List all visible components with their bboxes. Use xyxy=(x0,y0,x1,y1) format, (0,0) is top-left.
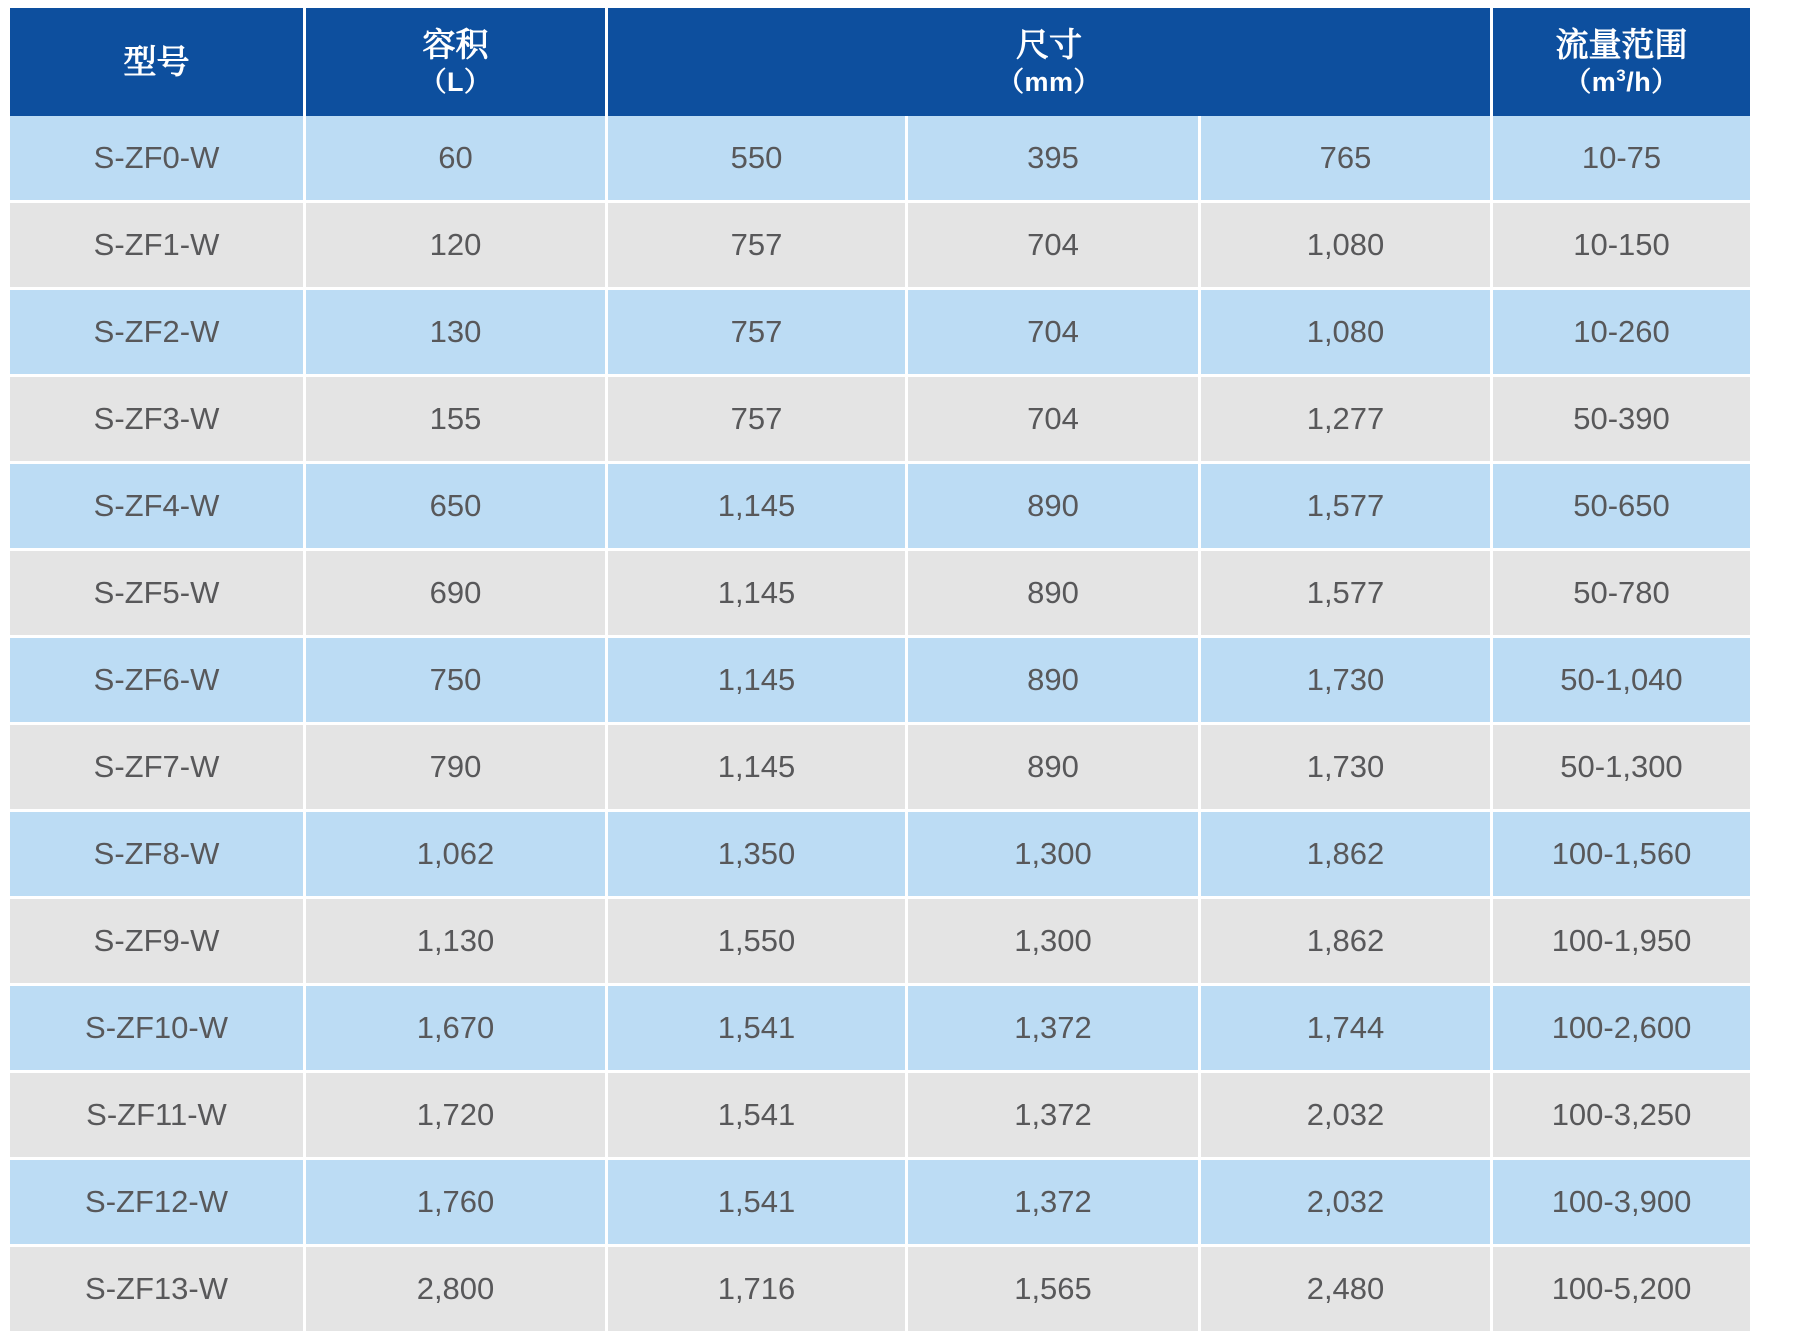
cell-model: S-ZF13-W xyxy=(10,1247,306,1331)
cell-model: S-ZF10-W xyxy=(10,986,306,1073)
cell-dimension-2: 704 xyxy=(908,203,1201,290)
size-unit-pre: （mm xyxy=(996,66,1074,97)
column-header-flow-range xyxy=(1493,8,1750,116)
cell-volume: 2,800 xyxy=(306,1247,608,1331)
cell-volume: 1,760 xyxy=(306,1160,608,1247)
table-row xyxy=(10,899,1750,986)
cell-dimension-3: 2,032 xyxy=(1201,1160,1493,1247)
cell-dimension-2: 1,372 xyxy=(908,1073,1201,1160)
cell-flow-range: 10-150 xyxy=(1493,203,1750,290)
cell-dimension-3: 1,862 xyxy=(1201,899,1493,986)
cell-flow-range: 10-75 xyxy=(1493,116,1750,203)
cell-dimension-3: 2,032 xyxy=(1201,1073,1493,1160)
cell-volume: 750 xyxy=(306,638,608,725)
cell-model: S-ZF12-W xyxy=(10,1160,306,1247)
cell-model: S-ZF0-W xyxy=(10,116,306,203)
cell-flow-range: 50-650 xyxy=(1493,464,1750,551)
cell-model: S-ZF11-W xyxy=(10,1073,306,1160)
cell-dimension-2: 1,372 xyxy=(908,1160,1201,1247)
cell-dimension-1: 1,550 xyxy=(608,899,908,986)
table-row xyxy=(10,1160,1750,1247)
cell-dimension-2: 704 xyxy=(908,290,1201,377)
cell-flow-range: 100-3,900 xyxy=(1493,1160,1750,1247)
table-row xyxy=(10,290,1750,377)
cell-dimension-3: 1,577 xyxy=(1201,551,1493,638)
cell-volume: 690 xyxy=(306,551,608,638)
cell-model: S-ZF6-W xyxy=(10,638,306,725)
cell-dimension-2: 704 xyxy=(908,377,1201,464)
cell-dimension-2: 890 xyxy=(908,725,1201,812)
cell-dimension-1: 757 xyxy=(608,377,908,464)
cell-model: S-ZF7-W xyxy=(10,725,306,812)
cell-dimension-3: 1,277 xyxy=(1201,377,1493,464)
cell-dimension-1: 1,541 xyxy=(608,1160,908,1247)
cell-flow-range: 50-1,040 xyxy=(1493,638,1750,725)
cell-volume: 1,130 xyxy=(306,899,608,986)
table-row xyxy=(10,377,1750,464)
table-row xyxy=(10,1073,1750,1160)
cell-dimension-1: 1,350 xyxy=(608,812,908,899)
cell-dimension-3: 1,730 xyxy=(1201,725,1493,812)
table-header xyxy=(10,8,1750,116)
cell-model: S-ZF2-W xyxy=(10,290,306,377)
cell-volume: 155 xyxy=(306,377,608,464)
cell-dimension-1: 550 xyxy=(608,116,908,203)
column-header-flow-label: 流量范围 xyxy=(1555,26,1688,64)
cell-dimension-2: 395 xyxy=(908,116,1201,203)
column-header-size xyxy=(608,8,1493,116)
column-header-model xyxy=(10,8,306,116)
cell-dimension-3: 1,080 xyxy=(1201,203,1493,290)
cell-volume: 120 xyxy=(306,203,608,290)
cell-volume: 1,670 xyxy=(306,986,608,1073)
cell-dimension-2: 890 xyxy=(908,638,1201,725)
column-header-size-label: 尺寸 xyxy=(1016,26,1082,64)
cell-dimension-3: 1,730 xyxy=(1201,638,1493,725)
cell-flow-range: 100-5,200 xyxy=(1493,1247,1750,1331)
cell-model: S-ZF8-W xyxy=(10,812,306,899)
cell-dimension-2: 1,300 xyxy=(908,812,1201,899)
spec-table-page xyxy=(0,8,1807,1322)
cell-volume: 130 xyxy=(306,290,608,377)
cell-dimension-1: 757 xyxy=(608,290,908,377)
cell-dimension-1: 1,145 xyxy=(608,725,908,812)
cell-volume: 60 xyxy=(306,116,608,203)
cell-dimension-1: 1,541 xyxy=(608,1073,908,1160)
cell-dimension-1: 1,145 xyxy=(608,551,908,638)
column-header-volume-label: 容积 xyxy=(422,26,489,64)
cell-flow-range: 10-260 xyxy=(1493,290,1750,377)
table-row xyxy=(10,551,1750,638)
cell-model: S-ZF1-W xyxy=(10,203,306,290)
column-header-flow-unit xyxy=(1493,66,1750,99)
cell-dimension-1: 1,716 xyxy=(608,1247,908,1331)
cell-dimension-3: 1,744 xyxy=(1201,986,1493,1073)
flow-unit-post: /h） xyxy=(1626,66,1679,97)
cell-model: S-ZF3-W xyxy=(10,377,306,464)
cell-volume: 650 xyxy=(306,464,608,551)
table-header-row xyxy=(10,8,1750,116)
cell-flow-range: 50-1,300 xyxy=(1493,725,1750,812)
cell-model: S-ZF5-W xyxy=(10,551,306,638)
cell-flow-range: 100-2,600 xyxy=(1493,986,1750,1073)
cell-dimension-3: 1,862 xyxy=(1201,812,1493,899)
cell-flow-range: 100-1,560 xyxy=(1493,812,1750,899)
cell-model: S-ZF4-W xyxy=(10,464,306,551)
cell-dimension-1: 1,541 xyxy=(608,986,908,1073)
cell-model: S-ZF9-W xyxy=(10,899,306,986)
table-row xyxy=(10,812,1750,899)
table-row xyxy=(10,1247,1750,1331)
table-row xyxy=(10,638,1750,725)
column-header-model-label: 型号 xyxy=(123,42,190,80)
flow-unit-pre: （m xyxy=(1564,66,1617,97)
cell-dimension-3: 1,577 xyxy=(1201,464,1493,551)
table-row xyxy=(10,464,1750,551)
cell-dimension-2: 890 xyxy=(908,551,1201,638)
cell-dimension-3: 765 xyxy=(1201,116,1493,203)
table-row xyxy=(10,203,1750,290)
table-row xyxy=(10,116,1750,203)
cell-dimension-2: 1,565 xyxy=(908,1247,1201,1331)
table-row xyxy=(10,725,1750,812)
cell-volume: 1,062 xyxy=(306,812,608,899)
cell-flow-range: 50-390 xyxy=(1493,377,1750,464)
cell-dimension-3: 2,480 xyxy=(1201,1247,1493,1331)
cell-dimension-1: 1,145 xyxy=(608,464,908,551)
column-header-volume-unit: （L） xyxy=(419,66,492,97)
column-header-volume xyxy=(306,8,608,116)
cell-dimension-2: 890 xyxy=(908,464,1201,551)
cell-dimension-1: 1,145 xyxy=(608,638,908,725)
size-unit-post: ） xyxy=(1073,66,1101,97)
cell-dimension-1: 757 xyxy=(608,203,908,290)
flow-unit-exponent: 3 xyxy=(1616,65,1627,85)
table-row xyxy=(10,986,1750,1073)
cell-flow-range: 50-780 xyxy=(1493,551,1750,638)
cell-volume: 790 xyxy=(306,725,608,812)
cell-dimension-2: 1,300 xyxy=(908,899,1201,986)
column-header-size-unit xyxy=(608,66,1490,99)
product-specification-table xyxy=(10,8,1750,1331)
cell-dimension-2: 1,372 xyxy=(908,986,1201,1073)
cell-flow-range: 100-3,250 xyxy=(1493,1073,1750,1160)
cell-dimension-3: 1,080 xyxy=(1201,290,1493,377)
cell-flow-range: 100-1,950 xyxy=(1493,899,1750,986)
cell-volume: 1,720 xyxy=(306,1073,608,1160)
table-body xyxy=(10,116,1750,1331)
